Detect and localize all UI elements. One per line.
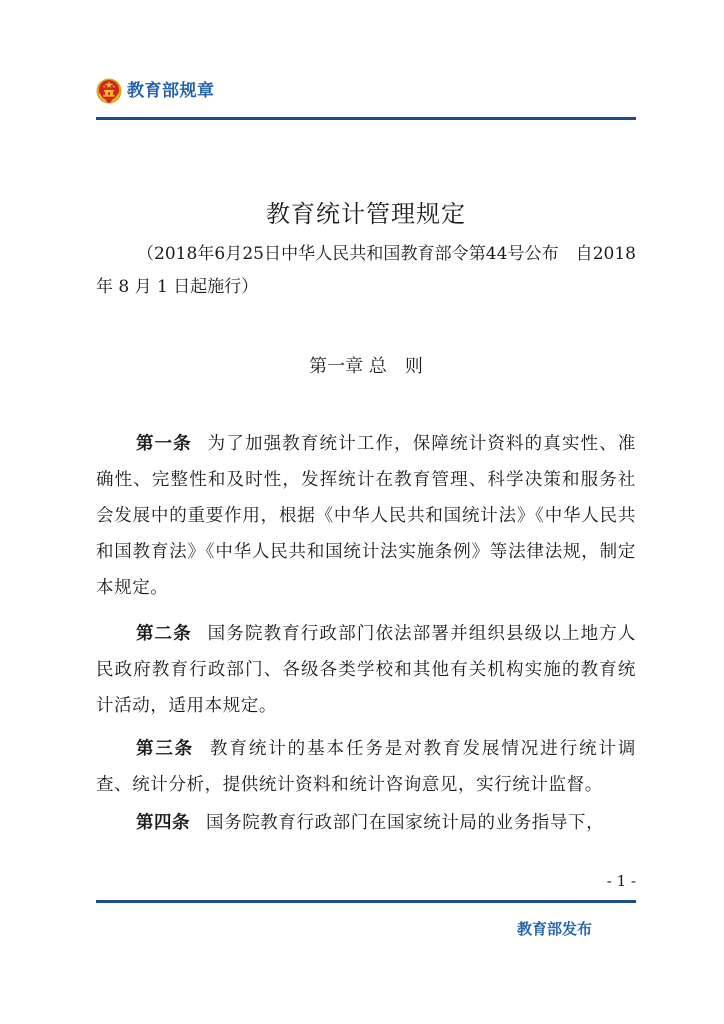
document-title: 教育统计管理规定 <box>266 200 466 228</box>
article-number: 第三条 <box>136 739 194 759</box>
article-text: 国务院教育行政部门依法部署并组织县级以上地方人民政府教育行政部门、各级各类学校和其他有关机构实施的教育统计活动，适用本规定。 <box>96 624 636 716</box>
footer-divider <box>96 900 636 903</box>
page-number: - 1 - <box>606 872 636 890</box>
article-4 <box>96 805 636 841</box>
article-number: 第四条 <box>136 813 190 833</box>
article-number: 第一条 <box>136 434 192 454</box>
article-text: 国务院教育行政部门在国家统计局的业务指导下， <box>206 813 605 833</box>
article-number: 第二条 <box>136 624 192 644</box>
publisher-label: 教育部发布 <box>516 920 592 938</box>
article-1 <box>96 426 636 606</box>
article-text: 教育统计的基本任务是对教育发展情况进行统计调查、统计分析，提供统计资料和统计咨询意见，实行统计监督。 <box>96 739 637 795</box>
page-header <box>96 76 636 112</box>
promulgation-note: （2018年6月25日中华人民共和国教育部令第44号公布 自2018 年 8 月 1 日起施行） <box>96 244 636 297</box>
article-text: 为了加强教育统计工作，保障统计资料的真实性、准确性、完整性和及时性，发挥统计在教育管理、科学决策和服务社会发展中的重要作用，根据《中华人民共和国统计法》《中华人民共和国教育法》《中华人民共和国统计法实施条例》等法律法规，制定本规定。 <box>96 434 636 598</box>
national-emblem-icon <box>96 78 122 104</box>
chapter-heading: 第一章 总 则 <box>309 356 423 377</box>
header-title: 教育部规章 <box>127 81 215 101</box>
article-2 <box>96 616 636 724</box>
header-divider <box>96 117 636 120</box>
article-3 <box>96 731 636 803</box>
